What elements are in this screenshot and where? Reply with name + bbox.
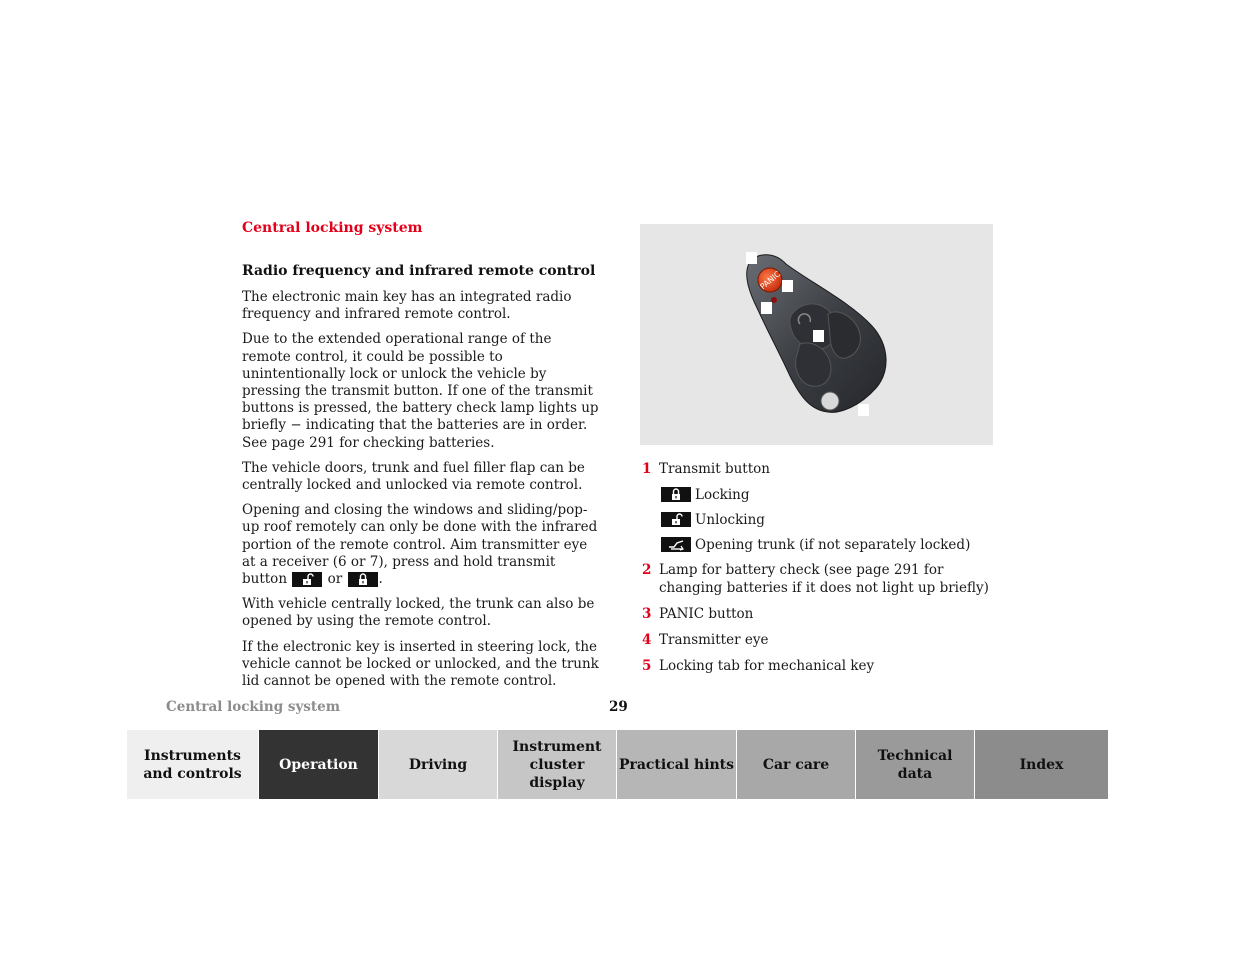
footer-section-title: Central locking system: [166, 699, 341, 715]
remote-key-illustration: [640, 224, 993, 445]
lock-open-icon: [661, 512, 691, 527]
tab-label: Technical data: [877, 747, 953, 782]
tab-driving[interactable]: [379, 730, 498, 799]
lock-open-icon: [292, 572, 322, 587]
paragraph: The vehicle doors, trunk and fuel filler flap can be centrally locked and unlocked via remote control.: [242, 459, 585, 494]
legend-number: 5: [642, 658, 652, 674]
section-title: Central locking system: [242, 220, 423, 236]
tab-operation[interactable]: [259, 730, 379, 799]
figure-legend: [642, 460, 1002, 683]
tab-label: Car care: [762, 756, 830, 773]
legend-number: 4: [642, 632, 652, 648]
page-number: 29: [609, 699, 628, 715]
tab-instruments-and-controls[interactable]: [127, 730, 259, 799]
tab-technical-data[interactable]: [856, 730, 975, 799]
legend-item: [642, 605, 1002, 623]
legend-item: [642, 561, 1002, 597]
legend-subitem-text: Locking: [695, 487, 750, 503]
remote-text-before: Opening and closing the windows and sliding/pop-up roof remotely can only be done with the infrared portion of the remote control. Aim transmitter eye at a receiver (6 or 7), press and hold transmit button: [242, 502, 598, 588]
legend-item: [642, 657, 1002, 675]
paragraph: Due to the extended operational range of the remote control, it could be possible to unintentionally lock or unlock the vehicle by pressing the transmit button. If one of the transmit buttons is pressed, the battery check lamp lights up briefly − indicating that the batteries are in order. See page 291 for checking batteries.: [242, 331, 599, 451]
paragraph-remote: [242, 502, 602, 588]
legend-text: Transmitter eye: [659, 632, 769, 648]
legend-number: 3: [642, 606, 652, 622]
tab-car-care[interactable]: [737, 730, 856, 799]
body-text: [242, 289, 602, 698]
legend-number: 2: [642, 562, 652, 578]
tab-label: Practical hints: [618, 756, 735, 773]
lock-closed-icon: [661, 487, 691, 502]
legend-text: Lamp for battery check (see page 291 for changing batteries if it does not light up briefly): [659, 562, 989, 596]
tab-index[interactable]: [975, 730, 1108, 799]
tab-label: Index: [1019, 756, 1064, 773]
legend-subitem-text: Opening trunk (if not separately locked): [695, 537, 971, 553]
tab-label: Instrument cluster display: [512, 738, 602, 791]
paragraph: The electronic main key has an integrated radio frequency and infrared remote control.: [242, 289, 572, 323]
legend-subitem: [642, 486, 1002, 504]
subheading: Radio frequency and infrared remote control: [242, 263, 596, 279]
remote-text-after: .: [378, 571, 383, 588]
legend-subitem: [642, 511, 1002, 529]
remote-text-middle: or: [327, 571, 343, 588]
legend-item: [642, 631, 1002, 649]
legend-text: Transmit button: [659, 461, 770, 477]
paragraph: With vehicle centrally locked, the trunk can also be opened by using the remote control.: [242, 596, 595, 630]
legend-subitem-text: Unlocking: [695, 512, 765, 528]
tab-label: Operation: [279, 756, 358, 773]
tab-label: Instruments and controls: [143, 747, 242, 782]
trunk-open-icon: [661, 537, 691, 552]
legend-item: [642, 460, 1002, 478]
tab-label: Driving: [408, 756, 468, 773]
lock-closed-icon: [348, 572, 378, 587]
tab-practical-hints[interactable]: [617, 730, 737, 799]
chapter-nav: [127, 730, 1108, 799]
legend-text: PANIC button: [659, 606, 754, 622]
legend-subitem: [642, 536, 1002, 554]
legend-text: Locking tab for mechanical key: [659, 658, 875, 674]
tab-instrument-cluster-display[interactable]: [498, 730, 617, 799]
legend-number: 1: [642, 461, 652, 477]
panic-label: PANIC: [758, 269, 783, 292]
paragraph: If the electronic key is inserted in steering lock, the vehicle cannot be locked or unlocked, and the trunk lid cannot be opened with the remote control.: [242, 638, 599, 690]
